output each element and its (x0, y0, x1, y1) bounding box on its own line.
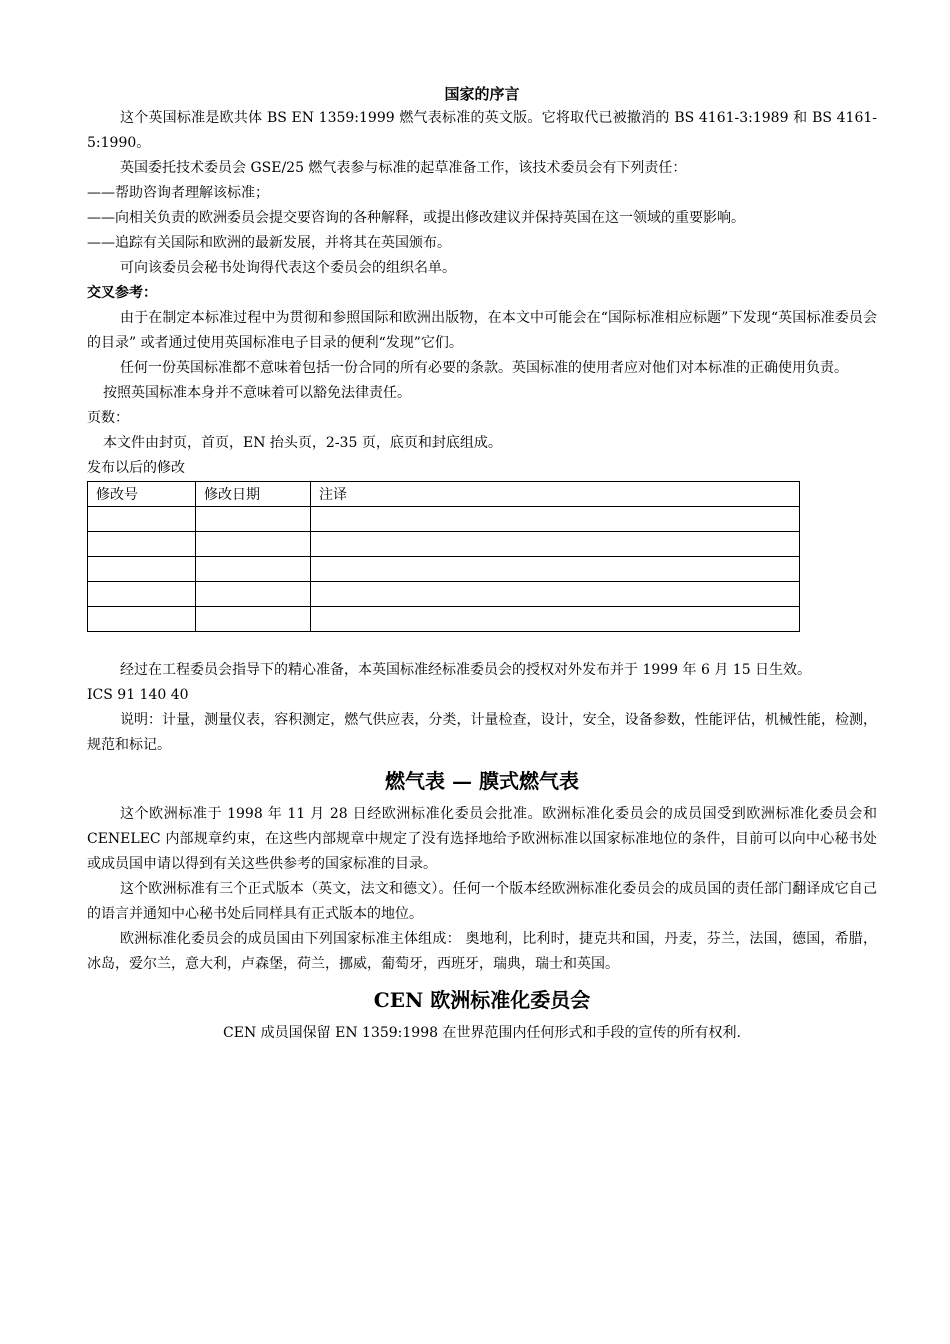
foreword-paragraph: 英国委托技术委员会 GSE/25 燃气表参与标准的起草准备工作，该技术委员会有下列责任： (120, 160, 687, 176)
pages-text: 本文件由封页，首页，EN 抬头页，2-35 页，底页和封底组成。 (103, 435, 502, 451)
cen-title: CEN 欧洲标准化委员会 (373, 988, 591, 1012)
amendments-heading: 发布以后的修改 (87, 460, 185, 476)
table-cell (88, 507, 196, 532)
ics-code: ICS 91 140 40 (87, 687, 189, 703)
standard-title: 燃气表 — 膜式燃气表 (385, 769, 579, 793)
table-row (88, 582, 800, 607)
cross-reference-heading: 交叉参考： (87, 285, 157, 301)
table-cell (311, 557, 800, 582)
publication-paragraph: 经过在工程委员会指导下的精心准备，本英国标准经标准委员会的授权对外发布并于 1999 年 6 月 15 日生效。 (120, 662, 812, 678)
cross-reference-paragraph: 按照英国标准本身并不意味着可以豁免法律责任。 (103, 385, 411, 401)
column-header: 修改号 (88, 482, 196, 507)
rights-statement: CEN 成员国保留 EN 1359:1998 在世界范围内任何形式和手段的宣传的所有权利. (223, 1025, 741, 1041)
standard-paragraph: 这个欧洲标准有三个正式版本（英文，法文和德文）。任何一个版本经欧洲标准化委员会的成员国的责任部门翻译成它自己的语言并通知中心秘书处后同样具有正式版本的地位。 (87, 881, 877, 922)
duty-item: ——帮助咨询者理解该标准； (87, 185, 269, 201)
standard-paragraph: 这个欧洲标准于 1998 年 11 月 28 日经欧洲标准化委员会批准。欧洲标准化委员会的成员国受到欧洲标准化委员会和 CENELEC 内部规章约束，在这些内部规章中规定了没有选择地给予欧洲标准以国家标准地位的条件，目前可以向中心秘书处或成员国申请以得到有关这些供参考的国家标准的目录。 (87, 806, 877, 872)
table-cell (88, 582, 196, 607)
table-cell (88, 607, 196, 632)
duty-item: ——追踪有关国际和欧洲的最新发展，并将其在英国颁布。 (87, 235, 451, 251)
cross-reference-paragraph: 任何一份英国标准都不意味着包括一份合同的所有必要的条款。英国标准的使用者应对他们对本标准的正确使用负责。 (120, 360, 848, 376)
column-header: 注译 (311, 482, 800, 507)
table-cell (311, 507, 800, 532)
cross-reference-paragraph: 由于在制定本标准过程中为贯彻和参照国际和欧洲出版物，在本文中可能会在“国际标准相应标题”下发现“英国标准委员会的目录” 或者通过使用英国标准电子目录的便利“发现”它们。 (87, 310, 877, 351)
table-row (88, 557, 800, 582)
foreword-paragraph: 可向该委员会秘书处询得代表这个委员会的组织名单。 (120, 260, 456, 276)
table-cell (311, 532, 800, 557)
table-cell (88, 532, 196, 557)
foreword-title: 国家的序言 (444, 85, 520, 103)
table-cell (311, 582, 800, 607)
standard-paragraph: 欧洲标准化委员会的成员国由下列国家标准主体组成： 奥地利，比利时，捷克共和国，丹麦，芬兰，法国，德国，希腊，冰岛，爱尔兰，意大利，卢森堡，荷兰，挪威，葡萄牙，西班牙，瑞典，瑞士和英国。 (87, 931, 877, 972)
table-cell (88, 557, 196, 582)
table-cell (196, 507, 311, 532)
duty-item: ——向相关负责的欧洲委员会提交要咨询的各种解释，或提出修改建议并保持英国在这一领域的重要影响。 (87, 210, 745, 226)
table-row (88, 607, 800, 632)
table-row (88, 507, 800, 532)
document-page (87, 82, 877, 1046)
amendments-table (87, 481, 800, 632)
column-header: 修改日期 (196, 482, 311, 507)
pages-heading: 页数： (87, 410, 129, 426)
table-cell (311, 607, 800, 632)
table-cell (196, 532, 311, 557)
keywords-paragraph: 说明：计量，测量仪表，容积测定，燃气供应表，分类，计量检查，设计，安全，设备参数，性能评估，机械性能，检测，规范和标记。 (87, 712, 877, 753)
table-cell (196, 607, 311, 632)
foreword-paragraph: 这个英国标准是欧共体 BS EN 1359:1999 燃气表标准的英文版。它将取代已被撤消的 BS 4161-3:1989 和 BS 4161-5:1990。 (87, 110, 877, 151)
table-cell (196, 582, 311, 607)
table-header-row (88, 482, 800, 507)
table-cell (196, 557, 311, 582)
table-row (88, 532, 800, 557)
